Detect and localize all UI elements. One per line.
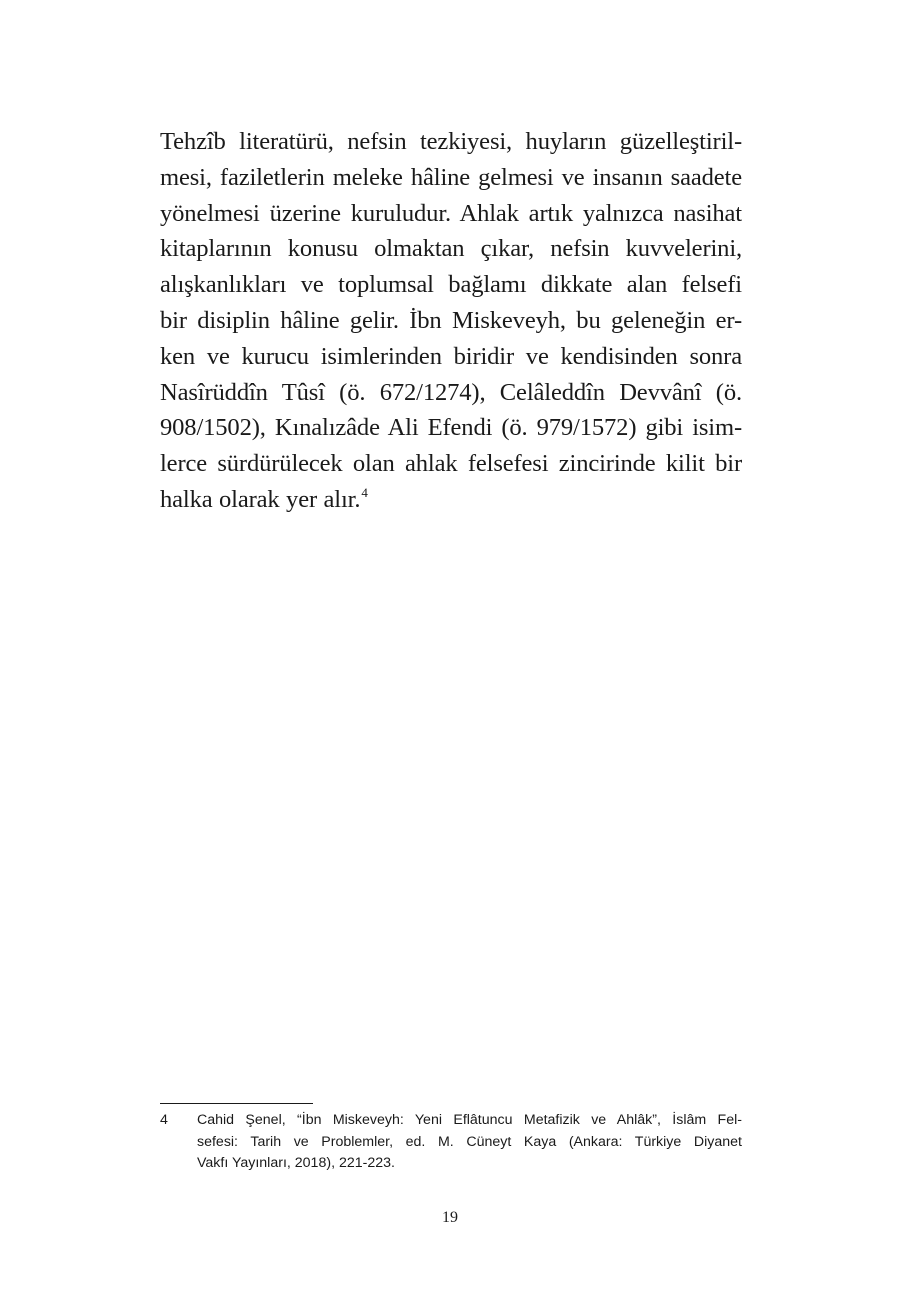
body-line: yönelmesi üzerine kuruludur. Ahlak artık yalnızca nasihat: [160, 199, 742, 227]
body-line: bir disiplin hâline gelir. İbn Miskeveyh, bu geleneğin er-: [160, 306, 742, 334]
body-line: Nasîrüddîn Tûsî (ö. 672/1274), Celâleddîn Devvânî (ö.: [160, 378, 742, 406]
body-line: mesi, faziletlerin meleke hâline gelmesi ve insanın saadete: [160, 163, 742, 191]
footnote-line: sefesi: Tarih ve Problemler, ed. M. Cüneyt Kaya (Ankara: Türkiye Diyanet: [197, 1133, 742, 1150]
footnote-line: Vakfı Yayınları, 2018), 221-223.: [197, 1155, 395, 1171]
body-line-last: [160, 482, 742, 518]
footnote-text: [197, 1110, 742, 1175]
footnote-reference[interactable]: 4: [361, 484, 368, 500]
body-line: kitaplarının konusu olmaktan çıkar, nefsin kuvvelerini,: [160, 235, 742, 263]
page-number: 19: [442, 1209, 458, 1226]
body-line: Tehzîb literatürü, nefsin tezkiyesi, huyların güzelleştiril-: [160, 128, 742, 155]
body-paragraph: [160, 124, 742, 518]
body-line: 908/1502), Kınalızâde Ali Efendi (ö. 979/1572) gibi isim-: [160, 414, 742, 442]
footnote-divider: [160, 1103, 313, 1104]
footnote-number: 4: [160, 1112, 168, 1128]
body-line-text: halka olarak yer alır.: [160, 485, 361, 513]
body-line: ken ve kurucu isimlerinden biridir ve kendisinden sonra: [160, 342, 742, 370]
body-line: alışkanlıkları ve toplumsal bağlamı dikkate alan felsefi: [160, 271, 742, 299]
footnote-line: Cahid Şenel, “İbn Miskeveyh: Yeni Eflâtuncu Metafizik ve Ahlâk”, İslâm Fel-: [197, 1112, 742, 1128]
body-line: lerce sürdürülecek olan ahlak felsefesi zincirinde kilit bir: [160, 450, 742, 478]
